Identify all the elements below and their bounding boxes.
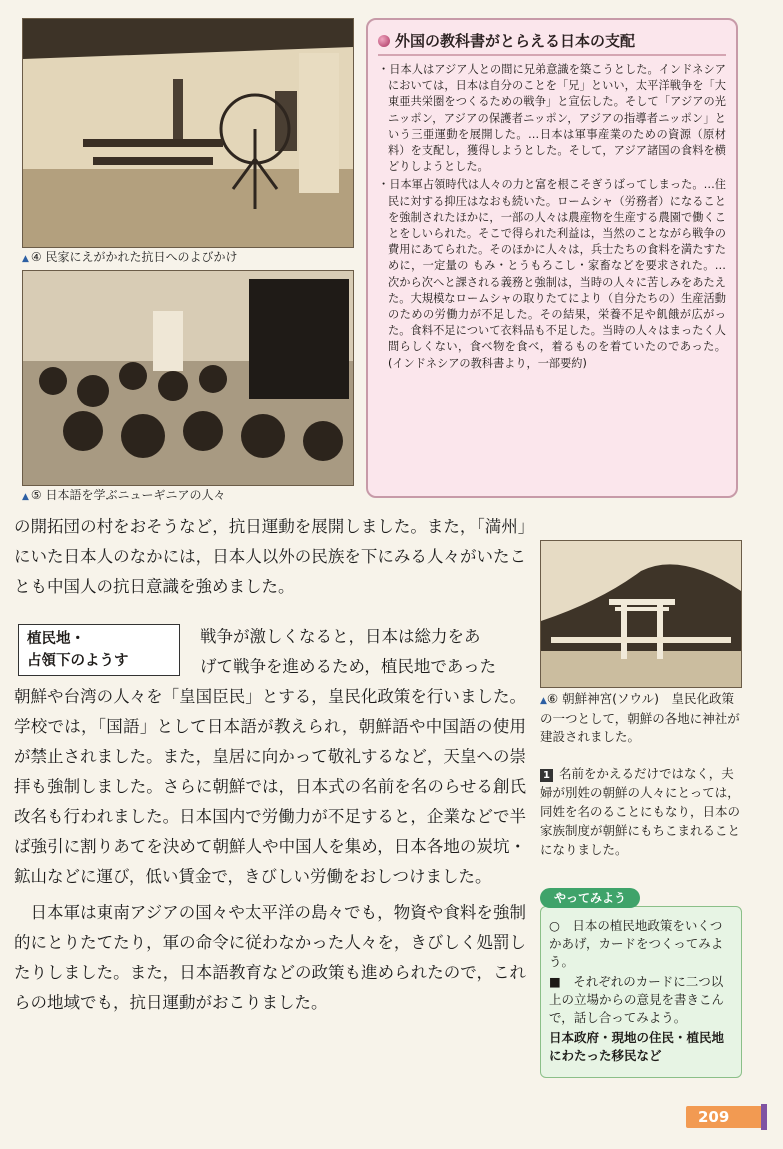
page-edge-bar xyxy=(761,1104,767,1130)
main-text-part1 xyxy=(14,512,526,602)
box-paragraph-1: ・日本人はアジア人との間に兄弟意識を築こうとした。インドネシアにおいては，日本は自分のことを「兄」といい，太平洋戦争を「大東亜共栄圏をつくるための戦争」と宣伝した。そして「アジアの光ニッポン，アジアの保護者ニッポン，アジアの指導者ニッポン」という三亜運動を展開した。…日本は軍事産業のための資源（原材料）を支配し，獲得しようとした。そして，アジア諸国の食料を横どりしようとした。 xyxy=(378,63,726,174)
photo-5-caption: ▲ ⑤ 日本語を学ぶニューギニアの人々 xyxy=(22,488,226,502)
main-paragraph-2: 朝鮮や台湾の人々を「皇国臣民」とする，皇民化政策を行いました。学校では，「国語」として日本語が教えられ，朝鮮語や中国語の使用が禁止されました。また，皇居に向かって敬礼するなど，天皇への崇拝も強制しました。さらに朝鮮では，日本式の名前を名のらせる創氏改名も行われました。日本国内で労働力が不足すると，企業などで半ば強引に割りあてを決めて朝鮮人や中国人を集め，日本各地の炭坑・鉱山などに運び，低い賃金で，きびしい労働をおしつけました。 xyxy=(14,687,526,886)
triangle-icon: ▲ xyxy=(540,696,547,706)
main-paragraph-2-line2: げて戦争を進めるため，植民地であった xyxy=(200,657,497,676)
lesson-illustration xyxy=(23,271,353,485)
main-text-part2 xyxy=(14,682,526,1018)
footnote-number: 1 xyxy=(540,769,553,782)
photo-new-guinea-lesson xyxy=(22,270,354,486)
footnote-text: 名前をかえるだけではなく，夫婦が別姓の朝鮮の人々にとっては，同姓を名のることにもなり，日本の家族制度が朝鮮にもちこまれることになりました。 xyxy=(540,766,741,857)
photo-chosen-shrine xyxy=(540,540,742,688)
main-paragraph-2-line1: 戦争が激しくなると，日本は総力をあ xyxy=(200,627,481,646)
triangle-icon: ▲ xyxy=(22,254,29,264)
try-item-2: ■ それぞれのカードに二つ以上の立場からの意見を書きこんで，話し合ってみよう。 xyxy=(549,974,725,1025)
main-paragraph-1: の開拓団の村をおそうなど，抗日運動を展開しました。また，「満州」にいた日本人のなかには，日本人以外の民族を下にみる人々がいたことも中国人の抗日意識を強めました。 xyxy=(14,517,526,596)
try-item-1: ○ 日本の植民地政策をいくつかあげ，カードをつくってみよう。 xyxy=(549,918,724,969)
main-text-indent xyxy=(200,622,526,682)
photo-6-caption: ▲⑥ 朝鮮神宮(ソウル) 皇民化政策の一つとして，朝鮮の各地に神社が建設されました。 xyxy=(540,691,740,744)
try-it-tag: やってみよう xyxy=(540,888,640,908)
triangle-icon: ▲ xyxy=(22,492,29,502)
shrine-illustration xyxy=(541,541,741,687)
page-number: 209 xyxy=(686,1106,766,1128)
box-paragraph-2: ・日本軍占領時代は人々の力と富を根こそぎうばってしまった。…住民に対する抑圧はなおも続いた。ロームシャ（労務者）になることを強制されたほかに，一部の人々は農産物を生産する農園で働くことをしいられた。そこで得られた利益は，当然のことながら戦争の費用にあてられた。そのほかに人々は，兵士たちの食料を満たすために，一定量の もみ・とうもろこし・家畜などを要求された。…次から次へと課される義務と強制は，当時の人々に苦しみをあたえた。大規模なロームシャの取りたてにより（自分たちの）生産活動のための労働力が不足した。その結果，栄養不足や飢餓が広がった。食料不足について衣料品も不足した。当時の人々はまったく人間らしくない，食べ物を食べ，着るものを着ていたのであった。(インドネシアの教科書より，一部要約) xyxy=(378,178,726,370)
main-paragraph-3: 日本軍は東南アジアの国々や太平洋の島々でも，物資や食料を強制的にとりたてたり，軍の命令に従わなかった人々を，きびしく処罰したりしました。また，日本語教育などの政策も進められたので，これらの地域でも，抗日運動がおこりました。 xyxy=(14,903,526,1012)
foreign-textbook-box xyxy=(366,18,738,498)
bullet-dot-icon xyxy=(378,35,390,47)
try-item-3: 日本政府・現地の住民・植民地にわたった移民など xyxy=(549,1030,725,1063)
section-heading: 植民地・ 占領下のようす xyxy=(27,631,129,669)
section-heading-box xyxy=(18,624,180,676)
photo-4-caption: ▲ ④ 民家にえがかれた抗日へのよびかけ xyxy=(22,250,238,264)
photo-anti-japan-mural xyxy=(22,18,354,248)
box-title: 外国の教科書がとらえる日本の支配 xyxy=(378,28,726,56)
mural-illustration xyxy=(23,19,353,247)
footnote-1 xyxy=(540,764,740,859)
try-it-box xyxy=(540,906,742,1078)
